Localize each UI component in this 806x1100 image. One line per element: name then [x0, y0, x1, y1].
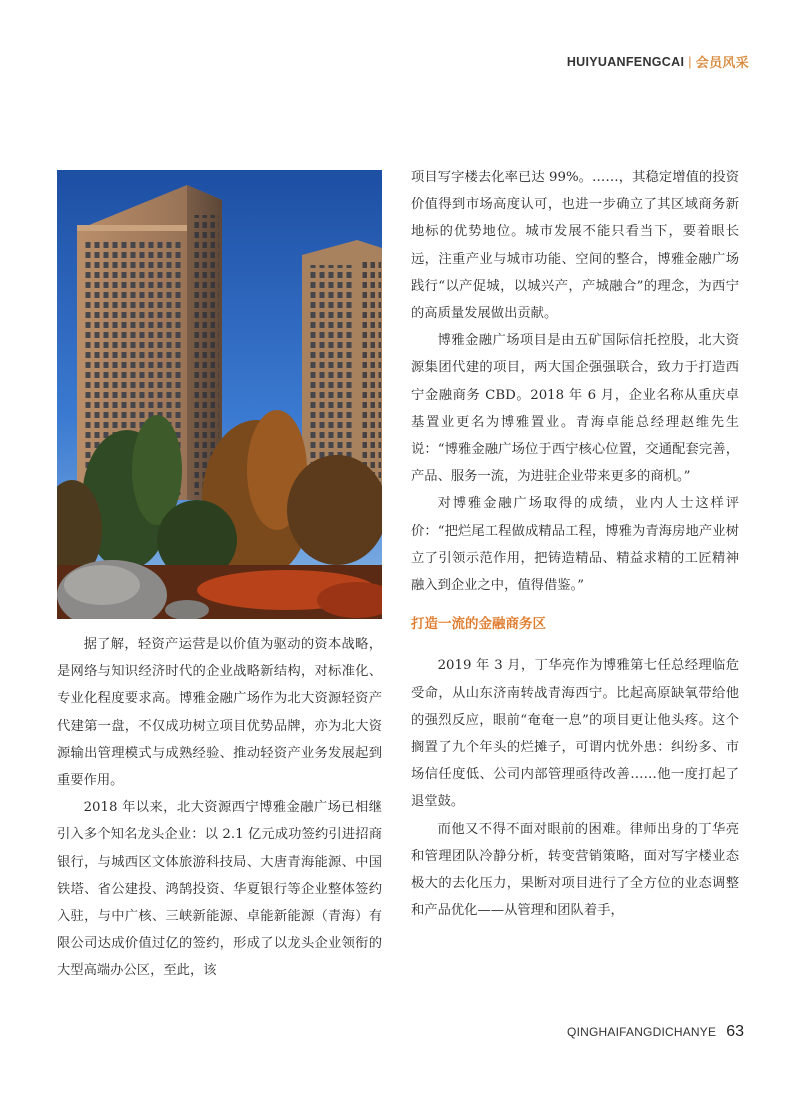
body-paragraph: 2018 年以来，北大资源西宁博雅金融广场已相继引入多个知名龙头企业：以 2.1 亿元成功签约引进招商银行，与城西区文体旅游科技局、大唐青海能源、中国铁塔、省公建投、鸿鹄投资、华夏银行等企业整体签约入驻，与中广核、三峡新能源、卓能新能源（青海）有限公司达成价值过亿的签约，形成了以龙头企业领衔的大型高端办公区，至此，该: [57, 800, 382, 979]
page-footer: [567, 1023, 744, 1041]
body-paragraph: 2019 年 3 月，丁华亮作为博雅第七任总经理临危受命，从山东济南转战青海西宁。比起高原缺氧带给他的强烈反应，眼前“奄奄一息”的项目更让他头疼。这个搁置了九个年头的烂摊子，可谓内忧外患：纠纷多、市场信任度低、公司内部管理亟待改善……他一度打起了退堂鼓。: [411, 658, 739, 810]
left-column: [57, 631, 382, 985]
right-column: [411, 164, 739, 924]
body-paragraph: 而他又不得不面对眼前的困难。律师出身的丁华亮和管理团队冷静分析，转变营销策略，面对写字楼业态极大的去化压力，果断对项目进行了全方位的业态调整和产品优化——从管理和团队着手，: [411, 821, 739, 919]
body-paragraph: 对博雅金融广场取得的成绩，业内人士这样评价：“把烂尾工程做成精品工程，博雅为青海房地产业树立了引领示范作用，把铸造精品、精益求精的工匠精神融入到企业之中，值得借鉴。”: [411, 496, 739, 594]
body-paragraph: 博雅金融广场项目是由五矿国际信托控股，北大资源集团代建的项目，两大国企强强联合，致力于打造西宁金融商务 CBD。2018 年 6 月，企业名称从重庆卓基置业更名为博雅置业。青海卓能总经理赵维先生说：“博雅金融广场位于西宁核心位置，交通配套完善，产品、服务一流，为进驻企业带来更多的商机。”: [411, 333, 739, 485]
header-english-title: HUIYUANFENGCAI: [566, 54, 685, 69]
body-paragraph-continued: 项目写字楼去化率已达 99%。……，其稳定增值的投资价值得到市场高度认可，也进一步确立了其区域商务新地标的优势地位。城市发展不能只看当下，要着眼长远，注重产业与城市功能、空间的整合，博雅金融广场践行“以产促城，以城兴产，产城融合”的理念，为西宁的高质量发展做出贡献。: [411, 170, 739, 322]
magazine-name: QINGHAIFANGDICHANYE: [567, 1025, 717, 1039]
section-heading: 打造一流的金融商务区: [411, 616, 546, 633]
building-photo: [57, 170, 382, 619]
page-header: [567, 52, 749, 71]
header-separator: |: [688, 54, 692, 69]
page-number: 63: [726, 1023, 744, 1040]
body-paragraph: 据了解，轻资产运营是以价值为驱动的资本战略，是网络与知识经济时代的企业战略新结构，对标准化、专业化程度要求高。博雅金融广场作为北大资源轻资产代建第一盘，不仅成功树立项目优势品牌，亦为北大资源输出管理模式与成熟经验、推动轻资产业务发展起到重要作用。: [57, 637, 382, 789]
header-chinese-title: 会员风采: [695, 55, 749, 70]
